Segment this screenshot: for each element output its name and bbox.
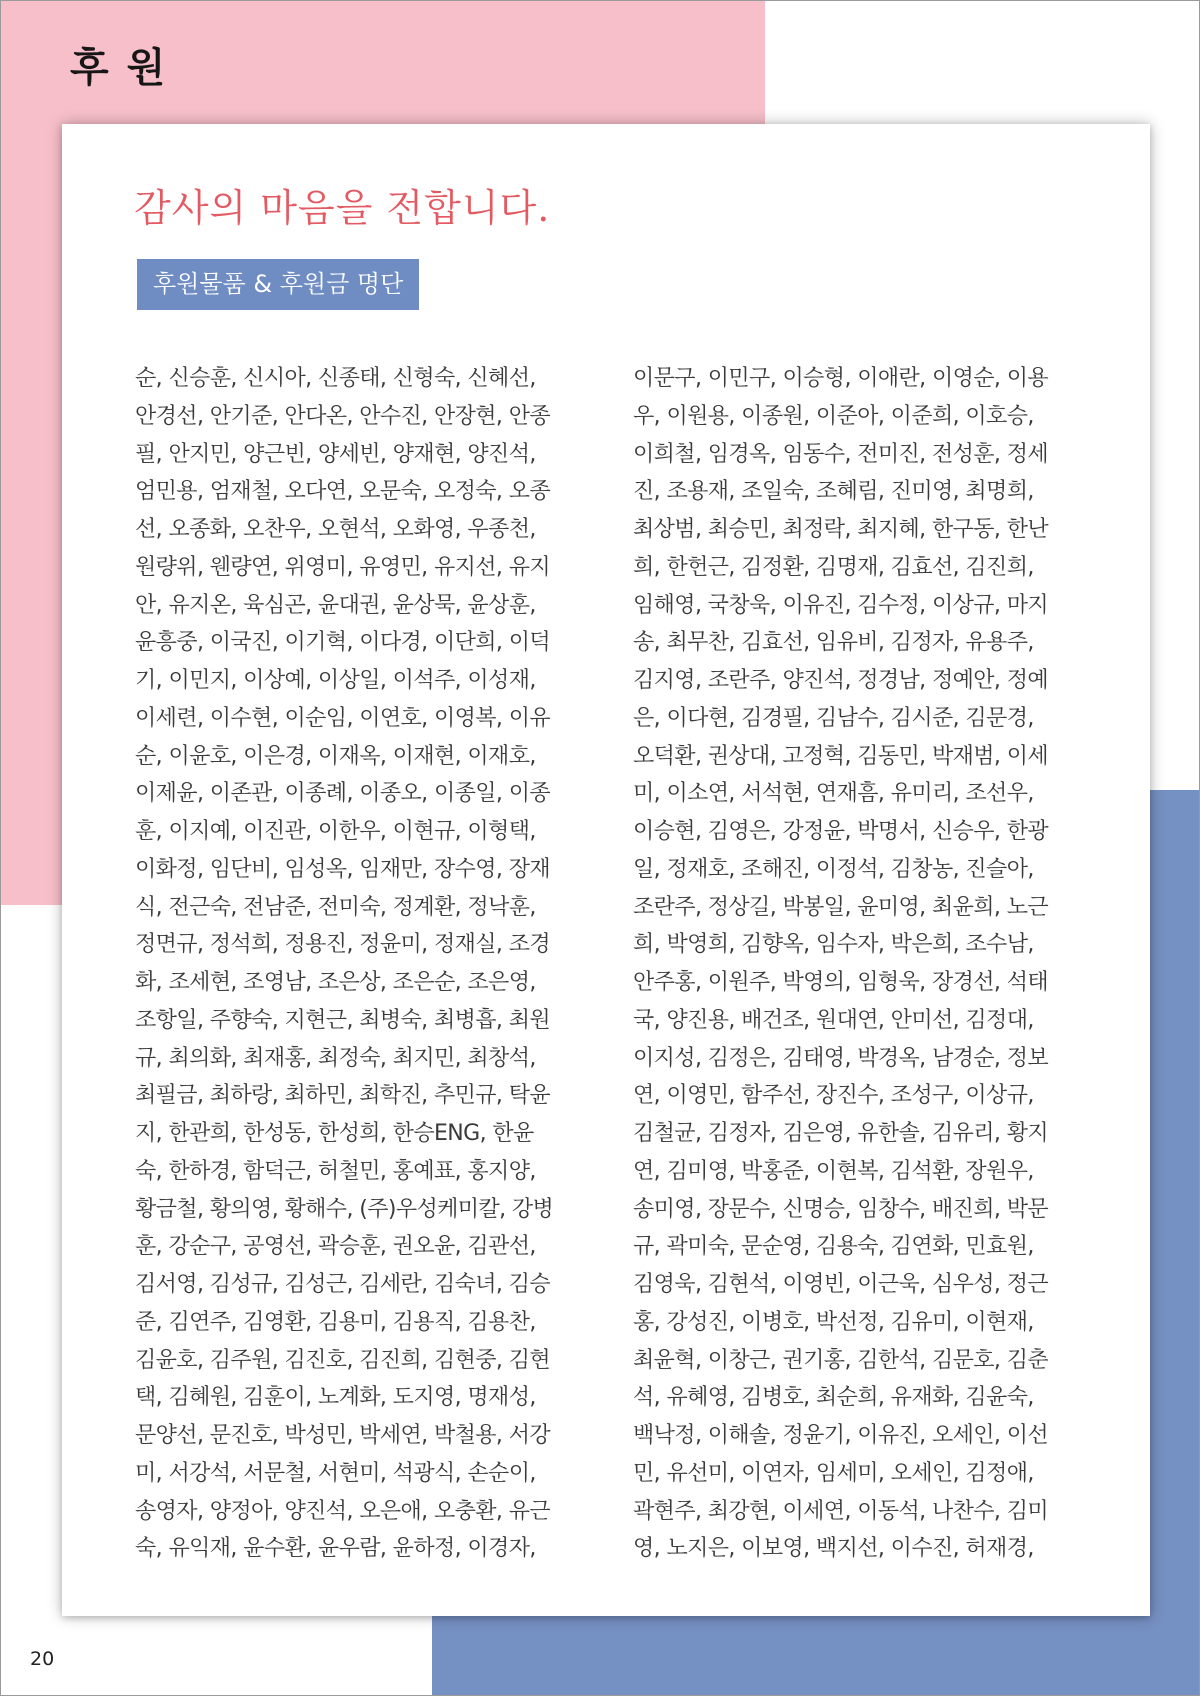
donor-names-line: 이지성, 김정은, 김태영, 박경옥, 남경순, 정보 bbox=[633, 1045, 1049, 1071]
donor-names-line: 윤흥중, 이국진, 이기혁, 이다경, 이단희, 이덕 bbox=[135, 630, 551, 656]
donor-names-line: 오덕환, 권상대, 고정혁, 김동민, 박재범, 이세 bbox=[633, 743, 1049, 769]
donor-names-line: 이희철, 임경옥, 임동수, 전미진, 전성훈, 정세 bbox=[633, 441, 1049, 467]
donor-names-line: 정면규, 정석희, 정용진, 정윤미, 정재실, 조경 bbox=[135, 932, 551, 958]
donor-names-line: 국, 양진용, 배건조, 원대연, 안미선, 김정대, bbox=[633, 1007, 1034, 1033]
donor-names-line: 조란주, 정상길, 박봉일, 윤미영, 최윤희, 노근 bbox=[633, 894, 1049, 920]
donor-names-line: 미, 이소연, 서석현, 연재흠, 유미리, 조선우, bbox=[633, 781, 1034, 807]
donor-names-line: 석, 유혜영, 김병호, 최순희, 유재화, 김윤숙, bbox=[633, 1385, 1034, 1411]
donor-names-line: 희, 한헌근, 김정환, 김명재, 김효선, 김진희, bbox=[633, 554, 1034, 580]
donor-names-line: 화, 조세현, 조영남, 조은상, 조은순, 조은영, bbox=[135, 970, 536, 995]
donor-names-right-column bbox=[633, 360, 1093, 1568]
donor-names-line: 기, 이민지, 이상예, 이상일, 이석주, 이성재, bbox=[135, 668, 536, 693]
donor-names-line: 김윤호, 김주원, 김진호, 김진희, 김현중, 김현 bbox=[135, 1347, 551, 1373]
donor-names-line: 훈, 강순구, 공영선, 곽승훈, 권오윤, 김관선, bbox=[135, 1234, 536, 1260]
donor-names-line: 문양선, 문진호, 박성민, 박세연, 박철용, 서강 bbox=[135, 1423, 551, 1448]
donor-names-line: 최필금, 최하랑, 최하민, 최학진, 추민규, 탁윤 bbox=[135, 1083, 551, 1109]
donor-names-line: 이승현, 김영은, 강정윤, 박명서, 신승우, 한광 bbox=[633, 819, 1049, 844]
donor-names-line: 우, 이원용, 이종원, 이준아, 이준희, 이호승, bbox=[633, 403, 1034, 429]
donor-names-line: 안경선, 안기준, 안다온, 안수진, 안장현, 안종 bbox=[135, 403, 551, 429]
donor-names-line: 희, 박영희, 김향옥, 임수자, 박은희, 조수남, bbox=[633, 932, 1034, 958]
donor-names-line: 필, 안지민, 양근빈, 양세빈, 양재현, 양진석, bbox=[135, 441, 536, 467]
donor-names-line: 안, 유지온, 육심곤, 윤대권, 윤상묵, 윤상훈, bbox=[135, 592, 536, 618]
donor-names-line: 훈, 이지예, 이진관, 이한우, 이현규, 이형택, bbox=[135, 819, 536, 844]
donor-names-line: 식, 전근숙, 전남준, 전미숙, 정계환, 정낙훈, bbox=[135, 894, 536, 920]
donor-names-line: 홍, 강성진, 이병호, 박선정, 김유미, 이현재, bbox=[633, 1309, 1034, 1335]
donor-names-line: 김서영, 김성규, 김성근, 김세란, 김숙녀, 김승 bbox=[135, 1272, 551, 1297]
donor-names-line: 순, 신승훈, 신시아, 신종태, 신형숙, 신혜선, bbox=[135, 366, 536, 391]
section-title: 후 원 bbox=[70, 45, 168, 91]
donor-names-line: 송미영, 장문수, 신명승, 임창수, 배진희, 박문 bbox=[633, 1196, 1049, 1222]
donor-names-line: 순, 이윤호, 이은경, 이재옥, 이재현, 이재호, bbox=[135, 743, 536, 769]
donor-names-line: 준, 김연주, 김영환, 김용미, 김용직, 김용찬, bbox=[135, 1309, 536, 1335]
donor-names-line: 원량위, 웬량연, 위영미, 유영민, 유지선, 유지 bbox=[135, 554, 551, 580]
donor-names-line: 임해영, 국창욱, 이유진, 김수정, 이상규, 마지 bbox=[633, 592, 1049, 618]
donor-names-line: 민, 유선미, 이연자, 임세미, 오세인, 김정애, bbox=[633, 1460, 1034, 1486]
donor-names-line: 숙, 한하경, 함덕근, 허철민, 홍예표, 홍지양, bbox=[135, 1158, 536, 1184]
donor-names-line: 선, 오종화, 오찬우, 오현석, 오화영, 우종천, bbox=[135, 517, 536, 542]
donor-names-line: 황금철, 황의영, 황해수, (주)우성케미칼, 강병 bbox=[135, 1196, 554, 1222]
donor-names-line: 규, 곽미숙, 문순영, 김용숙, 김연화, 민효원, bbox=[633, 1234, 1034, 1260]
donor-names-line: 연, 김미영, 박홍준, 이현복, 김석환, 장원우, bbox=[633, 1158, 1034, 1184]
donor-names-line: 송, 최무찬, 김효선, 임유비, 김정자, 유용주, bbox=[633, 630, 1034, 656]
donor-names-line: 숙, 유익재, 윤수환, 윤우람, 윤하정, 이경자, bbox=[135, 1536, 536, 1562]
donor-names-line: 조항일, 주향숙, 지현근, 최병숙, 최병흡, 최원 bbox=[135, 1007, 551, 1033]
donor-names-line: 안주홍, 이원주, 박영의, 임형욱, 장경선, 석태 bbox=[633, 970, 1049, 995]
donor-names-line: 이화정, 임단비, 임성옥, 임재만, 장수영, 장재 bbox=[135, 856, 551, 882]
donor-names-line: 규, 최의화, 최재홍, 최정숙, 최지민, 최창석, bbox=[135, 1045, 536, 1071]
donor-names-line: 이제윤, 이존관, 이종례, 이종오, 이종일, 이종 bbox=[135, 781, 551, 807]
donor-names-line: 일, 정재호, 조해진, 이정석, 김창농, 진슬아, bbox=[633, 856, 1034, 882]
donor-names-line: 택, 김혜원, 김훈이, 노계화, 도지영, 명재성, bbox=[135, 1385, 536, 1411]
donor-names-line: 지, 한관희, 한성동, 한성희, 한승ENG, 한윤 bbox=[135, 1121, 534, 1146]
donor-names-line: 연, 이영민, 함주선, 장진수, 조성구, 이상규, bbox=[633, 1083, 1034, 1109]
donor-names-line: 영, 노지은, 이보영, 백지선, 이수진, 허재경, bbox=[633, 1536, 1034, 1562]
headline: 감사의 마음을 전합니다. bbox=[134, 186, 551, 230]
donor-names-line: 김철균, 김정자, 김은영, 유한솔, 김유리, 황지 bbox=[633, 1121, 1049, 1146]
donor-names-line: 이문구, 이민구, 이승형, 이애란, 이영순, 이용 bbox=[633, 366, 1049, 391]
donor-names-line: 미, 서강석, 서문철, 서현미, 석광식, 손순이, bbox=[135, 1460, 536, 1486]
donor-names-line: 송영자, 양정아, 양진석, 오은애, 오충환, 유근 bbox=[135, 1498, 551, 1524]
donor-names-line: 진, 조용재, 조일숙, 조혜림, 진미영, 최명희, bbox=[633, 479, 1034, 505]
donor-names-line: 곽현주, 최강현, 이세연, 이동석, 나찬수, 김미 bbox=[633, 1498, 1049, 1524]
donor-names-left-column bbox=[135, 360, 595, 1568]
donor-list-label: 후원물품 & 후원금 명단 bbox=[137, 259, 419, 310]
donor-names-line: 백낙정, 이해솔, 정윤기, 이유진, 오세인, 이선 bbox=[633, 1423, 1049, 1448]
donor-names-line: 이세련, 이수현, 이순임, 이연호, 이영복, 이유 bbox=[135, 705, 551, 731]
donor-names-line: 엄민용, 엄재철, 오다연, 오문숙, 오정숙, 오종 bbox=[135, 479, 551, 505]
donor-names-line: 김영욱, 김현석, 이영빈, 이근욱, 심우성, 정근 bbox=[633, 1272, 1049, 1297]
donor-names-line: 최상범, 최승민, 최정락, 최지혜, 한구동, 한난 bbox=[633, 517, 1049, 542]
page-number: 20 bbox=[30, 1648, 55, 1670]
content-card bbox=[62, 124, 1150, 1616]
donor-names-line: 은, 이다현, 김경필, 김남수, 김시준, 김문경, bbox=[633, 705, 1034, 731]
donor-names-line: 최윤혁, 이창근, 권기홍, 김한석, 김문호, 김춘 bbox=[633, 1347, 1049, 1373]
donor-names-line: 김지영, 조란주, 양진석, 정경남, 정예안, 정예 bbox=[633, 668, 1049, 693]
